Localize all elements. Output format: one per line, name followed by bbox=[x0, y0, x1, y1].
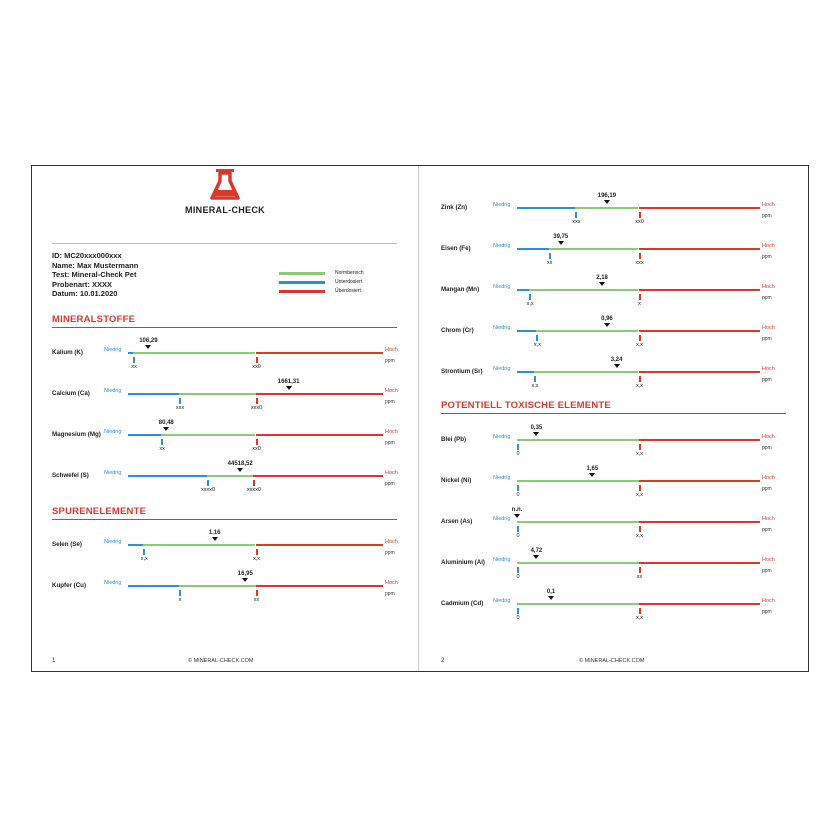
range-high-segment bbox=[256, 352, 384, 354]
element-name: Chrom (Cr) bbox=[441, 327, 474, 334]
measurement-row bbox=[419, 507, 799, 545]
low-label: Niedrig bbox=[104, 347, 122, 353]
element-name: Aluminium (Al) bbox=[441, 559, 485, 566]
measured-value: 16,95 bbox=[237, 571, 253, 577]
element-name: Nickel (Ni) bbox=[441, 477, 472, 484]
low-label: Niedrig bbox=[493, 325, 511, 331]
range-normal-segment bbox=[207, 475, 253, 477]
high-threshold-label: xxx bbox=[635, 260, 644, 266]
range-low-segment bbox=[517, 207, 575, 209]
low-threshold-label: 0 bbox=[516, 574, 520, 580]
low-threshold-label: 0 bbox=[516, 451, 520, 457]
high-label: Hoch bbox=[385, 539, 398, 545]
low-threshold-label: x,x bbox=[526, 301, 534, 307]
measured-value: 2,18 bbox=[596, 275, 608, 281]
value-marker-icon bbox=[163, 427, 169, 431]
high-threshold-label: xx bbox=[636, 574, 643, 580]
unit-label: ppm bbox=[385, 399, 395, 405]
section-rule bbox=[52, 519, 397, 520]
high-label: Hoch bbox=[385, 429, 398, 435]
low-label: Niedrig bbox=[493, 475, 511, 481]
low-threshold-label: xx bbox=[131, 364, 137, 370]
low-threshold-label: xxx bbox=[572, 219, 581, 225]
element-name: Cadmium (Cd) bbox=[441, 600, 484, 607]
range-normal-segment bbox=[536, 330, 638, 332]
low-threshold-label: xx bbox=[546, 260, 553, 266]
low-threshold-tick bbox=[534, 376, 536, 382]
unit-label: ppm bbox=[762, 609, 772, 615]
measurement-row bbox=[32, 379, 412, 417]
low-threshold-label: 0 bbox=[516, 615, 520, 621]
range-high-segment bbox=[256, 434, 384, 436]
element-name: Strontium (Sr) bbox=[441, 368, 483, 375]
measurement-row bbox=[32, 420, 412, 458]
measured-value: 4,72 bbox=[530, 548, 543, 554]
unit-label: ppm bbox=[762, 377, 772, 383]
range-bar bbox=[128, 352, 383, 354]
measurement-row bbox=[32, 461, 412, 499]
measured-value: 1661,31 bbox=[277, 379, 300, 385]
section-rule bbox=[441, 413, 786, 414]
element-name: Zink (Zn) bbox=[441, 204, 468, 211]
low-threshold-label: 0 bbox=[516, 492, 520, 498]
low-threshold-label: x,x bbox=[531, 383, 539, 389]
range-normal-segment bbox=[529, 289, 638, 291]
range-bar bbox=[517, 289, 760, 291]
low-threshold-label: x,x bbox=[140, 556, 148, 562]
range-normal-segment bbox=[517, 603, 639, 605]
range-normal-segment bbox=[161, 434, 255, 436]
low-threshold-label: x,x bbox=[533, 342, 541, 348]
measured-value: 0,96 bbox=[601, 316, 613, 322]
measurement-row bbox=[419, 466, 799, 504]
low-threshold-tick bbox=[575, 212, 577, 218]
high-label: Hoch bbox=[762, 366, 775, 372]
range-bar bbox=[517, 371, 760, 373]
high-threshold-tick bbox=[256, 549, 258, 555]
range-high-segment bbox=[639, 439, 761, 441]
range-bar bbox=[517, 439, 760, 441]
high-threshold-label: xxx0 bbox=[250, 405, 263, 411]
low-threshold-label: xx bbox=[159, 446, 165, 452]
measured-value: 44518,52 bbox=[227, 461, 253, 467]
low-threshold-label: x bbox=[178, 597, 182, 603]
low-label: Niedrig bbox=[493, 202, 511, 208]
high-threshold-label: xx0 bbox=[252, 364, 261, 370]
high-threshold-tick bbox=[256, 398, 258, 404]
range-high-segment bbox=[253, 475, 383, 477]
element-name: Blei (Pb) bbox=[441, 436, 467, 443]
low-threshold-label: xxxx0 bbox=[201, 487, 216, 493]
high-label: Hoch bbox=[762, 516, 775, 522]
range-normal-segment bbox=[517, 562, 639, 564]
legend-normal bbox=[279, 269, 429, 277]
logo bbox=[32, 168, 418, 215]
section-rule bbox=[52, 327, 397, 328]
range-low-segment bbox=[517, 330, 536, 332]
element-name: Selen (Se) bbox=[52, 541, 82, 548]
value-marker-icon bbox=[533, 555, 539, 559]
low-label: Niedrig bbox=[493, 284, 511, 290]
measurement-row bbox=[419, 425, 799, 463]
unit-label: ppm bbox=[385, 591, 395, 597]
unit-label: ppm bbox=[762, 336, 772, 342]
high-label: Hoch bbox=[762, 284, 775, 290]
value-marker-icon bbox=[514, 514, 520, 518]
page-2 bbox=[419, 166, 809, 671]
low-threshold-tick bbox=[133, 357, 135, 363]
value-marker-icon bbox=[145, 345, 151, 349]
high-threshold-tick bbox=[253, 480, 255, 486]
info-name: Name: Max Mustermann bbox=[52, 260, 139, 270]
high-threshold-tick bbox=[256, 357, 258, 363]
measured-value: 0,1 bbox=[546, 589, 556, 595]
high-threshold-tick bbox=[639, 335, 641, 341]
legend-label: Normbereich bbox=[335, 270, 364, 276]
value-marker-icon bbox=[604, 200, 610, 204]
high-threshold-tick bbox=[639, 485, 641, 491]
measurement-row bbox=[419, 234, 799, 272]
measured-value: 1,65 bbox=[586, 466, 599, 472]
value-marker-icon bbox=[548, 596, 554, 600]
low-threshold-tick bbox=[529, 294, 531, 300]
low-label: Niedrig bbox=[104, 539, 122, 545]
element-name: Eisen (Fe) bbox=[441, 245, 471, 252]
high-label: Hoch bbox=[385, 470, 398, 476]
high-label: Hoch bbox=[762, 434, 775, 440]
range-bar bbox=[517, 562, 760, 564]
range-bar bbox=[128, 434, 383, 436]
section-title-mineralstoffe: MINERALSTOFFE bbox=[52, 314, 136, 325]
low-threshold-tick bbox=[179, 398, 181, 404]
low-label: Niedrig bbox=[493, 516, 511, 522]
low-threshold-tick bbox=[517, 567, 519, 573]
range-bar bbox=[128, 475, 383, 477]
high-threshold-tick bbox=[639, 526, 641, 532]
high-threshold-label: x,x bbox=[252, 556, 261, 562]
element-name: Calcium (Ca) bbox=[52, 390, 90, 397]
range-high-segment bbox=[639, 562, 761, 564]
legend-label: Überdosiert bbox=[335, 288, 361, 294]
legend-label: Unterdosiert bbox=[335, 279, 363, 285]
low-threshold-tick bbox=[143, 549, 145, 555]
measured-value: 1,16 bbox=[208, 530, 221, 536]
measured-value: 0,35 bbox=[530, 425, 543, 431]
unit-label: ppm bbox=[762, 295, 772, 301]
measurement-row bbox=[419, 589, 799, 627]
range-high-segment bbox=[256, 393, 384, 395]
flask-icon bbox=[208, 168, 242, 202]
measured-value: n.n. bbox=[511, 507, 523, 513]
unit-label: ppm bbox=[385, 481, 395, 487]
range-high-segment bbox=[639, 330, 761, 332]
low-threshold-label: 0 bbox=[516, 533, 520, 539]
high-threshold-label: x,x bbox=[635, 383, 644, 389]
element-name: Schwefel (S) bbox=[52, 472, 89, 479]
value-marker-icon bbox=[599, 282, 605, 286]
high-threshold-tick bbox=[639, 608, 641, 614]
low-threshold-tick bbox=[207, 480, 209, 486]
unit-label: ppm bbox=[762, 445, 772, 451]
range-low-segment bbox=[517, 371, 534, 373]
low-threshold-tick bbox=[517, 444, 519, 450]
unit-label: ppm bbox=[385, 550, 395, 556]
unit-label: ppm bbox=[762, 213, 772, 219]
range-bar bbox=[128, 544, 383, 546]
range-low-segment bbox=[128, 393, 179, 395]
range-high-segment bbox=[639, 521, 761, 523]
header-rule bbox=[52, 243, 397, 244]
low-threshold-tick bbox=[536, 335, 538, 341]
low-threshold-tick bbox=[161, 439, 163, 445]
range-normal-segment bbox=[143, 544, 255, 546]
high-threshold-tick bbox=[639, 376, 641, 382]
high-threshold-tick bbox=[639, 294, 641, 300]
range-high-segment bbox=[639, 603, 761, 605]
value-marker-icon bbox=[286, 386, 292, 390]
measured-value: 80,48 bbox=[158, 420, 174, 426]
range-low-segment bbox=[128, 585, 179, 587]
range-normal-segment bbox=[517, 480, 639, 482]
high-threshold-label: xxxx0 bbox=[246, 487, 261, 493]
element-name: Mangan (Mn) bbox=[441, 286, 480, 293]
unit-label: ppm bbox=[385, 358, 395, 364]
low-threshold-tick bbox=[517, 485, 519, 491]
value-marker-icon bbox=[242, 578, 248, 582]
range-low-segment bbox=[128, 475, 207, 477]
info-datum: Datum: 10.01.2020 bbox=[52, 289, 118, 299]
low-label: Niedrig bbox=[493, 557, 511, 563]
measurement-row bbox=[32, 530, 412, 568]
unit-label: ppm bbox=[762, 254, 772, 260]
page-footer: © MINERAL-CHECK.COM bbox=[579, 658, 645, 664]
low-threshold-tick bbox=[179, 590, 181, 596]
range-normal-segment bbox=[133, 352, 255, 354]
unit-label: ppm bbox=[762, 486, 772, 492]
range-high-segment bbox=[639, 289, 761, 291]
page-footer: © MINERAL-CHECK.COM bbox=[188, 658, 254, 664]
brand-name: MINERAL-CHECK bbox=[185, 205, 265, 215]
value-marker-icon bbox=[212, 537, 218, 541]
low-label: Niedrig bbox=[104, 470, 122, 476]
legend-low bbox=[279, 278, 429, 286]
range-low-segment bbox=[128, 544, 143, 546]
range-bar bbox=[128, 585, 383, 587]
high-label: Hoch bbox=[762, 557, 775, 563]
range-normal-segment bbox=[517, 439, 639, 441]
value-marker-icon bbox=[614, 364, 620, 368]
legend-high bbox=[279, 287, 429, 295]
measured-value: 106,29 bbox=[139, 338, 158, 344]
range-normal-segment bbox=[534, 371, 638, 373]
measurement-row bbox=[419, 275, 799, 313]
low-label: Niedrig bbox=[493, 434, 511, 440]
range-high-segment bbox=[639, 371, 761, 373]
measurement-row bbox=[419, 548, 799, 586]
report-spread bbox=[31, 165, 809, 672]
high-label: Hoch bbox=[385, 388, 398, 394]
unit-label: ppm bbox=[762, 568, 772, 574]
range-high-segment bbox=[639, 248, 761, 250]
element-name: Kalium (K) bbox=[52, 349, 83, 356]
range-bar bbox=[517, 603, 760, 605]
low-label: Niedrig bbox=[104, 388, 122, 394]
range-bar bbox=[517, 521, 760, 523]
low-threshold-tick bbox=[549, 253, 551, 259]
low-threshold-tick bbox=[517, 608, 519, 614]
high-threshold-label: xx0 bbox=[252, 446, 261, 452]
high-label: Hoch bbox=[762, 202, 775, 208]
low-label: Niedrig bbox=[493, 598, 511, 604]
high-label: Hoch bbox=[385, 580, 398, 586]
measured-value: 39,75 bbox=[553, 234, 569, 240]
measurement-row bbox=[419, 316, 799, 354]
low-label: Niedrig bbox=[493, 366, 511, 372]
range-normal-segment bbox=[179, 393, 256, 395]
section-title-toxisch: POTENTIELL TOXISCHE ELEMENTE bbox=[441, 400, 611, 411]
high-threshold-label: x,x bbox=[635, 615, 644, 621]
measured-value: 3,24 bbox=[610, 357, 623, 363]
range-high-segment bbox=[639, 207, 761, 209]
info-id: ID: MC20xxx000xxx bbox=[52, 251, 122, 260]
page-number: 1 bbox=[52, 658, 56, 664]
value-marker-icon bbox=[533, 432, 539, 436]
high-threshold-tick bbox=[256, 590, 258, 596]
patient-info bbox=[52, 251, 138, 299]
range-bar bbox=[517, 480, 760, 482]
high-label: Hoch bbox=[762, 598, 775, 604]
range-normal-segment bbox=[575, 207, 638, 209]
high-threshold-label: x,x bbox=[635, 492, 644, 498]
high-threshold-label: xx0 bbox=[635, 219, 644, 225]
high-label: Hoch bbox=[762, 325, 775, 331]
range-low-segment bbox=[517, 289, 529, 291]
low-label: Niedrig bbox=[104, 580, 122, 586]
low-threshold-tick bbox=[517, 526, 519, 532]
high-threshold-tick bbox=[639, 567, 641, 573]
element-name: Arsen (As) bbox=[441, 518, 473, 525]
high-threshold-label: x,x bbox=[635, 533, 644, 539]
high-threshold-label: x,x bbox=[635, 451, 644, 457]
value-marker-icon bbox=[604, 323, 610, 327]
low-label: Niedrig bbox=[104, 429, 122, 435]
legend-swatch bbox=[279, 281, 325, 284]
info-probenart: Probenart: XXXX bbox=[52, 279, 113, 289]
element-name: Magnesium (Mg) bbox=[52, 431, 101, 438]
range-low-segment bbox=[517, 248, 549, 250]
value-marker-icon bbox=[558, 241, 564, 245]
measured-value: 196,19 bbox=[597, 193, 617, 199]
high-label: Hoch bbox=[762, 243, 775, 249]
low-label: Niedrig bbox=[493, 243, 511, 249]
legend-swatch bbox=[279, 290, 325, 293]
info-test: Test: Mineral-Check Pet bbox=[52, 270, 137, 280]
measurement-row bbox=[419, 193, 799, 231]
unit-label: ppm bbox=[385, 440, 395, 446]
measurement-row bbox=[32, 571, 412, 609]
high-label: Hoch bbox=[762, 475, 775, 481]
section-title-spurenelemente: SPURENELEMENTE bbox=[52, 506, 147, 517]
range-high-segment bbox=[256, 585, 384, 587]
high-label: Hoch bbox=[385, 347, 398, 353]
range-bar bbox=[517, 248, 760, 250]
measurement-row bbox=[419, 357, 799, 395]
high-threshold-label: xx bbox=[253, 597, 260, 603]
range-bar bbox=[517, 330, 760, 332]
value-marker-icon bbox=[237, 468, 243, 472]
high-threshold-tick bbox=[639, 444, 641, 450]
range-bar bbox=[517, 207, 760, 209]
page-1 bbox=[32, 166, 418, 671]
high-threshold-tick bbox=[256, 439, 258, 445]
range-high-segment bbox=[256, 544, 384, 546]
high-threshold-label: x bbox=[638, 301, 641, 307]
measurement-row bbox=[32, 338, 412, 376]
element-name: Kupfer (Cu) bbox=[52, 582, 87, 589]
high-threshold-label: x,x bbox=[635, 342, 644, 348]
range-normal-segment bbox=[549, 248, 639, 250]
unit-label: ppm bbox=[762, 527, 772, 533]
high-threshold-tick bbox=[639, 212, 641, 218]
range-bar bbox=[128, 393, 383, 395]
low-threshold-label: xxx bbox=[175, 405, 185, 411]
legend-swatch bbox=[279, 272, 325, 275]
range-normal-segment bbox=[517, 521, 639, 523]
range-low-segment bbox=[128, 434, 161, 436]
value-marker-icon bbox=[589, 473, 595, 477]
range-normal-segment bbox=[179, 585, 256, 587]
page-number: 2 bbox=[441, 658, 445, 664]
range-high-segment bbox=[639, 480, 761, 482]
high-threshold-tick bbox=[639, 253, 641, 259]
